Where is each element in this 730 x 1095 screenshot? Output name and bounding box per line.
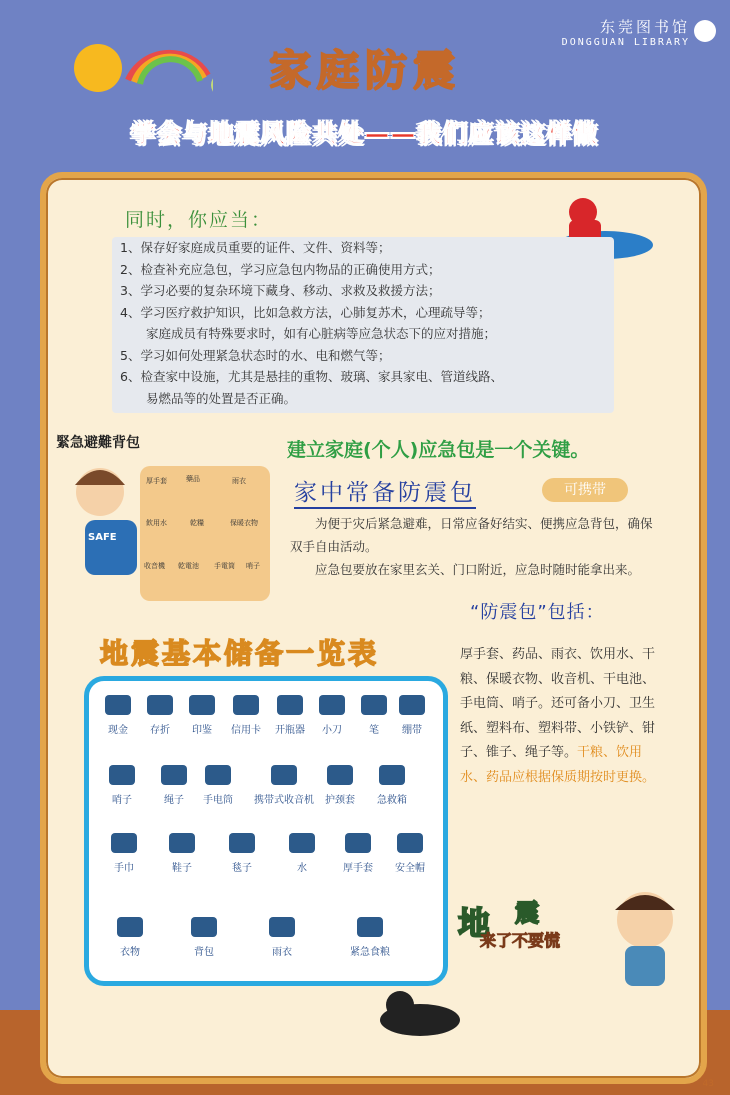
flashlight-icon [205,765,231,785]
checklist-item: 水 [279,833,325,874]
bag-safe-text: SAFE [88,532,117,543]
slogan-char: 震 [515,899,539,927]
includes-highlight: 干粮、饮用水、药品应根据保质期按时更换。 [460,745,656,785]
checklist-item: 哨子 [99,765,145,806]
checklist-item: 护颈套 [317,765,363,806]
checklist-item: 印鉴 [179,695,225,736]
bag-label: 乾糧 [190,519,204,527]
emergency-food-icon [357,917,383,937]
section2-paragraph: 为便于灾后紧急避难，日常应备好结实、便携应急背包，确保双手自由活动。 [290,516,653,554]
key-line: 建立家庭(个人)应急包是一个关键。 [287,439,590,461]
section2-paragraph: 应急包要放在家里玄关、门口附近，应急时随时能拿出来。 [315,562,641,577]
portable-badge: 可携带 [542,478,628,502]
gloves-icon [345,833,371,853]
checklist-item: 小刀 [309,695,355,736]
clothes-icon [117,917,143,937]
bottle-opener-icon [277,695,303,715]
advice-item: 易燃品等的处置是否正确。 [146,390,297,406]
advice-item: 2、检查补充应急包，学习应急包内物品的正确使用方式； [120,261,441,277]
bag-label: 保暖衣物 [230,519,258,527]
checklist-grid [84,676,448,986]
checklist-item: 雨衣 [259,917,305,958]
advice-item: 1、保存好家庭成员重要的证件、文件、资料等； [120,240,391,255]
page-subtitle: 学会与地震风险共处——我们应该这样做 [131,120,599,148]
bandage-icon [399,695,425,715]
radio-icon [271,765,297,785]
page-title: 家庭防震 [268,46,461,95]
checklist-item: 绳子 [151,765,197,806]
pen-icon [361,695,387,715]
child-backpack-illustration [55,450,145,590]
checklist-item: 绷带 [389,695,435,736]
checklist-item: 笔 [351,695,397,736]
includes-heading: “防震包”包括： [470,602,605,623]
backpack-icon [191,917,217,937]
bag-contents-panel [140,466,270,601]
checklist-advice-box [112,237,614,413]
checklist-item: 急救箱 [369,765,415,806]
advice-item: 3、学习必要的复杂环境下藏身、移动、求救及救援方法； [120,283,441,298]
passbook-icon [147,695,173,715]
cash-icon [105,695,131,715]
bag-label: 哨子 [246,562,260,570]
advice-item: 5、学习如何处理紧急状态时的水、电和燃气等； [120,347,391,363]
rope-icon [161,765,187,785]
blanket-icon [229,833,255,853]
checklist-item: 手巾 [101,833,147,874]
neck-brace-icon [327,765,353,785]
checklist-item: 衣物 [107,917,153,958]
checklist-item: 紧急食粮 [347,917,393,958]
includes-body: 厚手套、药品、雨衣、饮用水、干粮、保暖衣物、收音机、干电池、手电筒、哨子。还可备小刀、卫生纸、塑料布、塑料带、小铁铲、钳子、锥子、绳子等。 [460,647,656,760]
towel-icon [111,833,137,853]
checklist-heading: 地震基本储备一览表 [100,637,380,670]
shoes-icon [169,833,195,853]
slogan-char: 地 [458,904,491,942]
seal-icon [189,695,215,715]
bag-label: 厚手套 [146,477,167,485]
bag-label: 乾電池 [178,562,199,570]
page-number: 43 [702,1079,714,1089]
checklist-item: 毯子 [219,833,265,874]
checklist-item: 背包 [181,917,227,958]
checklist-item: 安全帽 [387,833,433,874]
advice-item: 家庭成员有特殊要求时，如有心脏病等应急状态下的应对措施； [146,326,497,341]
slogan-text: 来了不要慌 [480,931,561,950]
bag-label: 收音機 [144,562,165,570]
scared-girl-illustration [600,880,690,1000]
checklist-item: 现金 [95,695,141,736]
bag-label: 飲用水 [146,519,167,527]
raincoat-icon [269,917,295,937]
bag-label: 藥品 [186,475,200,483]
bag-title: 緊急避難背包 [56,435,140,451]
checklist-item: 厚手套 [335,833,381,874]
helmet-icon [397,833,423,853]
whistle-icon [109,765,135,785]
checklist-item: 信用卡 [223,695,269,736]
first-aid-kit-icon [379,765,405,785]
checklist-item: 鞋子 [159,833,205,874]
section1-heading: 同时，你应当： [125,209,273,231]
library-name-en: DONGGUAN LIBRARY [561,37,690,48]
checklist-item: 开瓶器 [267,695,313,736]
bag-label: 雨衣 [232,477,246,485]
knife-icon [319,695,345,715]
credit-card-icon [233,695,259,715]
section2-heading: 家中常备防震包 [294,474,476,509]
library-name-cn: 东莞图书馆 [599,18,690,36]
includes-text [460,643,660,790]
bag-label: 手電筒 [214,562,235,570]
advice-item: 6、检查家中设施，尤其是悬挂的重物、玻璃、家具家电、管道线路、 [120,369,503,384]
checklist-item: 存折 [137,695,183,736]
dog-illustration [370,985,470,1045]
advice-item: 4、学习医疗救护知识，比如急救方法，心肺复苏术，心理疏导等； [120,304,491,320]
checklist-item: 手电筒 [195,765,241,806]
water-bottles-icon [289,833,315,853]
checklist-item: 携带式收音机 [249,765,319,806]
